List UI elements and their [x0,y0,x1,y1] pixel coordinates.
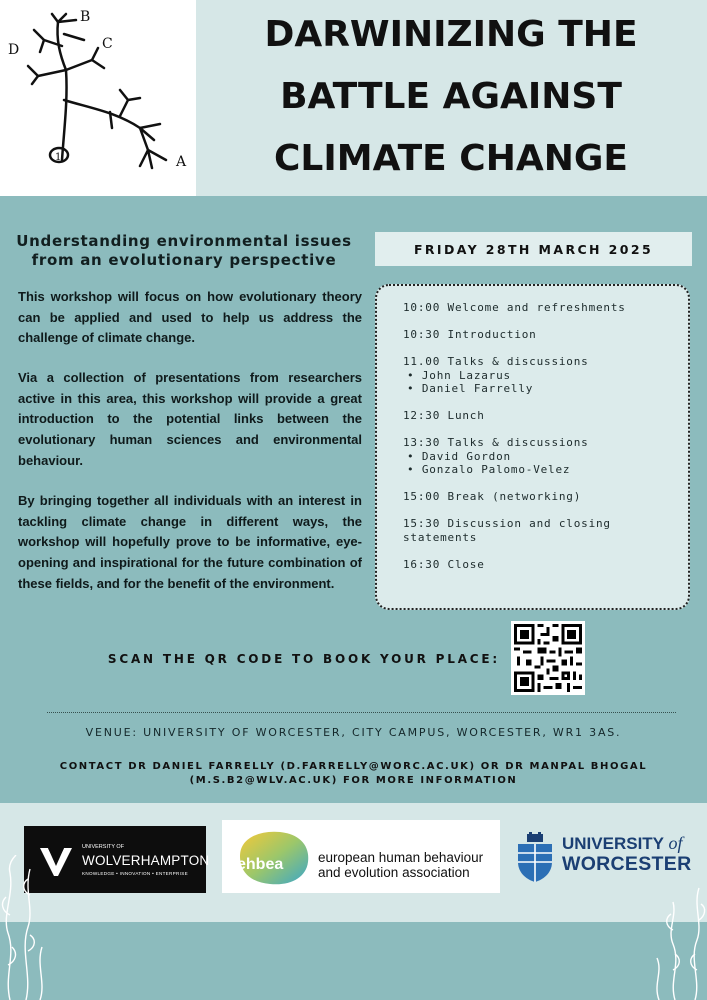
worcester-university: UNIVERSITY [562,834,664,853]
schedule-item [403,517,688,544]
page-title [214,4,688,190]
schedule-item-text: 10:00 Welcome and refreshments [403,301,626,314]
worcester-logo [512,830,698,886]
intro-paragraph-2: Via a collection of presentations from researchers active in this area, this workshop will provide a great introduction to the potential links between the evolutionary human sciences and environmental behaviour. [18,370,362,468]
schedule-item-text: 12:30 Lunch [403,409,485,422]
contact-line: (M.S.B2@WLV.AC.UK) FOR MORE INFORMATION [189,774,518,786]
speaker: • David Gordon [407,450,688,464]
ehbea-full-name [318,850,483,880]
schedule-item [403,490,688,504]
schedule-item [403,355,688,396]
wolverhampton-prefix: UNIVERSITY OF [82,844,125,850]
sketch-label-c: C [102,36,113,52]
worcester-crest-icon [514,832,556,884]
intro-paragraph-3: By bringing together all individuals with an interest in tackling climate change in different ways, the workshop will hopefully prove to be informative, eye-opening and inspirational for the future combination of these fields, and for the benefit of the environment. [18,493,362,591]
schedule-item-text: 15:00 Break (networking) [403,490,582,503]
schedule-item-text: 15:30 Discussion and closing statements [403,517,611,544]
seaweed-right-icon [645,880,707,1000]
ehbea-line: and evolution association [318,865,470,880]
title-line: DARWINIZING THE [264,14,638,55]
venue-text: VENUE: UNIVERSITY OF WORCESTER, CITY CAMPUS, WORCESTER, WR1 3AS. [85,726,622,739]
divider [47,712,676,713]
worcester-line-1 [562,833,682,854]
worcester-of: of [668,833,683,853]
schedule-list [377,286,688,571]
event-date-box [375,232,692,266]
subtitle-line: from an evolutionary perspective [31,251,337,269]
ehbea-short-name: ehbea [237,856,284,873]
speaker-list [403,450,688,477]
title-line: CLIMATE CHANGE [273,138,628,179]
qr-label: SCAN THE QR CODE TO BOOK YOUR PLACE: [107,652,500,666]
schedule-item [403,328,688,342]
tree-of-life-sketch-icon [0,0,196,196]
header-band [0,0,707,196]
schedule-box [375,284,690,610]
contact-line: CONTACT DR DANIEL FARRELLY (D.FARRELLY@WORC.AC.UK) OR DR MANPAL BHOGAL [59,761,648,772]
event-date: FRIDAY 28TH MARCH 2025 [413,241,654,257]
speaker-list [403,369,688,396]
sketch-panel [0,0,196,196]
schedule-item-text: 13:30 Talks & discussions [403,436,589,449]
speaker: • Daniel Farrelly [407,382,688,396]
sketch-label-d: D [8,42,20,58]
sketch-label-a: A [176,154,187,170]
schedule-item-text: 10:30 Introduction [403,328,537,341]
title-line: BATTLE AGAINST [280,76,622,117]
seaweed-left-icon [0,855,60,1000]
schedule-item [403,301,688,315]
sketch-label-1: 1 [55,152,62,163]
qr-code-icon[interactable] [511,621,585,695]
schedule-item [403,558,688,572]
schedule-item [403,436,688,477]
schedule-item-text: 16:30 Close [403,557,485,571]
speaker: • John Lazarus [407,369,688,383]
ehbea-logo [222,820,500,893]
intro-paragraph-1: This workshop will focus on how evolutionary theory can be applied and used to help us address the challenge of climate change. [18,289,362,346]
wolverhampton-name: WOLVERHAMPTON [82,853,210,868]
worcester-line-2: WORCESTER [562,853,692,875]
contact-text [40,760,667,787]
speaker: • Gonzalo Palomo-Velez [407,463,688,477]
sketch-label-b: B [80,9,91,25]
wolverhampton-tagline: KNOWLEDGE • INNOVATION • ENTERPRISE [82,871,188,876]
subtitle [14,232,354,270]
ehbea-line: european human behaviour [318,850,484,865]
schedule-item [403,409,688,423]
schedule-item-text: 11.00 Talks & discussions [403,355,589,368]
subtitle-line: Understanding environmental issues [16,232,352,250]
